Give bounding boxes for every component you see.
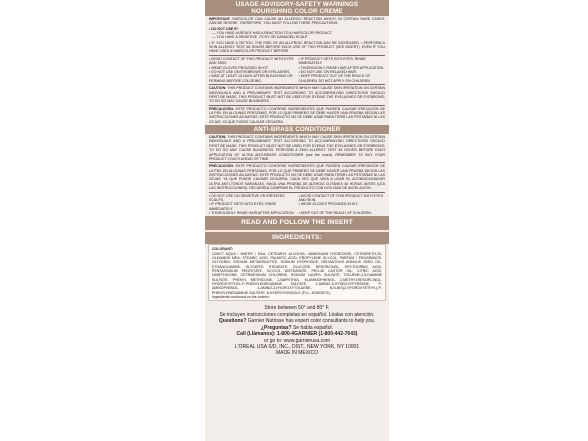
list-item: • THOROUGHLY RINSE HAIR AFTER APPLICATION. [298, 65, 385, 70]
precaucion-text: ESTE PRODUCTO CONTIENE INGREDIENTES QUE PUEDEN CAUSAR IRRITACIÓN DE LA PIEL EN ALGUNAS PERSONAS, POR LO QUE PRIMERO SE DEBE HACER UNA PRUEBA SEGÚN LAS INSTRUCCIONES ADJUNTAS. ESTE PRODUCTO NO SE DEBE USAR PARA TEÑIR LAS PESTAÑAS NI LAS CEJAS, YA QUE PUEDE CAUSAR CEGUERA. [209, 106, 385, 124]
colorant-label: COLORANT: [212, 247, 233, 252]
website-line: or go to: www.garnierusa.com [263, 337, 331, 344]
list-item: • WAIT AT LEAST 15 DAYS AFTER BLEACHING OR PERMING BEFORE COLORING. [209, 74, 293, 83]
list-item: • WEAR GLOVES PROVIDED IN KIT. [298, 202, 359, 207]
list-item: • IF PRODUCT GETS INTO EYES, RINSE IMMEDIATELY. [298, 56, 366, 66]
do-not-use-list [209, 31, 385, 40]
do-not-use-label: • DO NOT USE IF: [209, 26, 239, 31]
call-head: Call (Llámanos): [236, 331, 276, 338]
usage-rules [209, 57, 385, 83]
divider [209, 55, 385, 56]
important-warning [209, 17, 385, 26]
list-item: • THOROUGHLY RINSE HAIR AFTER APPLICATION. [209, 211, 295, 215]
list-item: — YOU HAVE ALREADY HAD A REACTION TO A HAIRCOLOR PRODUCT. [212, 31, 333, 36]
ingredients-continued: Ingredients continued on the bottom. [212, 295, 270, 300]
divider [209, 192, 385, 193]
conditioner-rules [209, 194, 385, 216]
caution-head: CAUTION: [209, 135, 227, 140]
list-item: • IF PRODUCT GETS INTO EYES, RINSE IMMEDIATELY. [209, 202, 277, 211]
call-numbers: 1-800-4GARNIER (1-800-442-7643) [276, 331, 358, 338]
product-title: NOURISHING COLOR CREME [205, 8, 389, 16]
spanish-note: Se incluyen instrucciones completas en español. Léalas con atención. [219, 311, 375, 318]
ingredients-title: INGREDIENTS: [205, 232, 389, 244]
list-item: • KEEP OUT OF THE REACH OF CHILDREN. [298, 211, 372, 215]
list-item: • WEAR GLOVES PROVIDED IN KIT. [209, 65, 269, 70]
tattoo-warning: • IF YOU HAVE A TATTOO, THE RISK OF AN ALLERGIC REACTION MAY BE INCREASED. • PERFORM A SKIN ALLERGY TEST 48 HOURS BEFORE EACH USE OF THIS PRODUCT (SEE INSERT), EVEN IF YOU HAVE USED A HAIRCOLOR PRODUCT BEFORE. [209, 40, 385, 54]
made-in-line: MADE IN MEXICO [276, 350, 318, 357]
caution-conditioner [209, 135, 385, 161]
caution-text: THIS PRODUCT CONTAINS INGREDIENTS WHICH MAY CAUSE SKIN IRRITATION ON CERTAIN INDIVIDUALS AND A PRELIMINARY TEST ACCORDING TO ACCOMPANYING DIRECTIONS SHOULD FIRST BE MADE. THIS PRODUCT MUST NOT BE USED FOR DYEING THE EYELASHES OR EYEBROWS; TO DO SO MAY CAUSE BLINDNESS. [209, 86, 386, 104]
ingredients-box [208, 244, 386, 301]
important-text: HAIRCOLOR CAN CAUSE AN ALLERGIC REACTION WHICH, IN CERTAIN RARE CASES, CAN BE SEVERE. THEREFORE, YOU MUST FOLLOW THESE PRECAUTIONS: [209, 17, 385, 26]
colorant-ingredients: 129977 AQUA / WATER / EAU, CETEARYL ALCOHOL, AMMONIUM HYDROXIDE, CETEARETH-25, OLEAMIDE MEA, STEARIC ACID, PALMITIC ACID, PROPYLENE GLYCOL, PARFUM / FRAGRANCE, GLYCERIN, SODIUM METABISULFITE, SODIUM HYDROXIDE, HELIANTHUS ANNUUS SEED OIL, ETHANOLAMINE, GLYCERYL STEARATE, GLUCOSE, RESORCINOL, ERYTHORBIC ACID, PENTASODIUM PENTETATE, GLYCOL DISTEARATE, PEG-40 CASTOR OIL, CITRIC ACID, DIMETHICONE, CETRIMONIUM CHLORIDE, SODIUM LAURYL SULFATE, TOLUENE-2,5-DIAMINE SULFATE, PHENYL METHICONE, 1-NAPHTHOL, M-AMINOPHENOL, 2-METHYLRESORCINOL, HYDROXYETHYL-P-PHENYLENEDIAMINE SULFATE, 2-AMINO-3-HYDROXYPYRIDINE, P-AMINOPHENOL, 4-AMINO-2-HYDROXYTOLUENE, N,N-BIS(2-HYDROXYETHYL)-P-PHENYLENEDIAMINE SULFATE, 6-HYDROXYINDOLE (F.I.L. #C50397/1). [212, 251, 382, 295]
list-item: — YOU HAVE A SENSITIVE, ITCHY OR DAMAGED SCALP. [212, 35, 308, 40]
list-item: • KEEP PRODUCT OUT OF THE REACH OF CHILDREN. DO NOT APPLY ON CHILDREN. [298, 74, 371, 83]
list-item: • DO NOT USE ON RELAXED HAIR. [298, 69, 358, 74]
questions-head: Questions? [218, 318, 247, 325]
list-item: • AVOID CONTACT OF THIS PRODUCT WITH EYES AND SKIN. [298, 193, 383, 202]
caution-text: THIS PRODUCT CONTAINS INGREDIENTS WHICH MAY CAUSE SKIN IRRITATION ON CERTAIN INDIVIDUALS AND A PRELIMINARY TEST ACCORDING TO ACCOMPANYING DIRECTIONS SHOULD FIRST BE MADE. THIS PRODUCT MUST NOT BE USED FOR DYEING THE EYELASHES OR EYEBROWS; TO DO SO MAY CAUSE BLINDNESS. PERFORM A SKIN ALLERGY TEST 48 HOURS BEFORE EACH APPLICATION OF ULTRA ANTI-BRASS CONDITIONER (see the insert). REMEMBER TO BUY YOUR PRODUCT 2 DAYS AHEAD OF TIME. [209, 135, 386, 161]
footer [209, 305, 385, 356]
company-line: L'ORÉAL USA S/D, INC., DIST., NEW YORK, NY 10001 [234, 343, 360, 350]
preguntas-text: Se habla español. [292, 324, 333, 331]
precaucion-text: ESTE PRODUCTO CONTIENE INGREDIENTES QUE PUEDEN CAUSAR IRRITACIÓN DE LA PIEL EN ALGUNAS PERSONAS, POR LO QUE PRIMERO SE DEBE HACER UNA PRUEBA SEGÚN LAS INSTRUCCIONES ADJUNTAS. ESTE PRODUCTO NO SE DEBE USAR PARA TEÑIR LAS PESTAÑAS NI LAS CEJAS, YA QUE PUEDE CAUSAR CEGUERA. CADA VEZ QUE VAYA A USAR EL ACONDICIONADOR ULTRA ANTI-TONOS NARANJAS, HAGA UNA PRUEBA DE ALERGIA CUTÁNEA 48 HORAS ANTES (LEA LAS INSTRUCCIONES). RECUERDA COMPRAR EL PRODUCTO CON DOS DÍAS DE ANTELACIÓN. [209, 164, 385, 191]
list-item: • DO NOT USE ON SENSITIVE OR IRRITATED SCALPS. [209, 193, 285, 202]
precaucion-colorant [209, 107, 385, 124]
list-item: • AVOID CONTACT OF THIS PRODUCT WITH EYES AND SKIN. [209, 56, 294, 66]
precaucion-head: PRECAUCIÓN: [209, 164, 235, 169]
product-label-back [205, 0, 389, 441]
caution-head: CAUTION: [209, 86, 227, 91]
warnings-title: USAGE ADVISORY-SAFETY WARNINGS [205, 0, 389, 8]
conditioner-title: ANTI-BRASS CONDITIONER [205, 125, 389, 134]
precaucion-conditioner [209, 164, 385, 190]
storage-note: Store between 50° and 80° F. [264, 305, 330, 312]
divider [209, 84, 385, 85]
important-head: IMPORTANT: [209, 17, 231, 21]
caution-colorant [209, 86, 385, 103]
read-insert-banner: READ AND FOLLOW THE INSERT [205, 216, 389, 230]
precaucion-head: PRECAUCIÓN: [209, 106, 235, 111]
preguntas-head: ¿Preguntas? [261, 324, 292, 331]
divider [209, 105, 385, 106]
list-item: • DO NOT USE ON EYEBROWS OR EYELASHES. [209, 69, 291, 74]
questions-text: Garnier Nutrisse has expert color consultants to help you. [247, 318, 376, 325]
